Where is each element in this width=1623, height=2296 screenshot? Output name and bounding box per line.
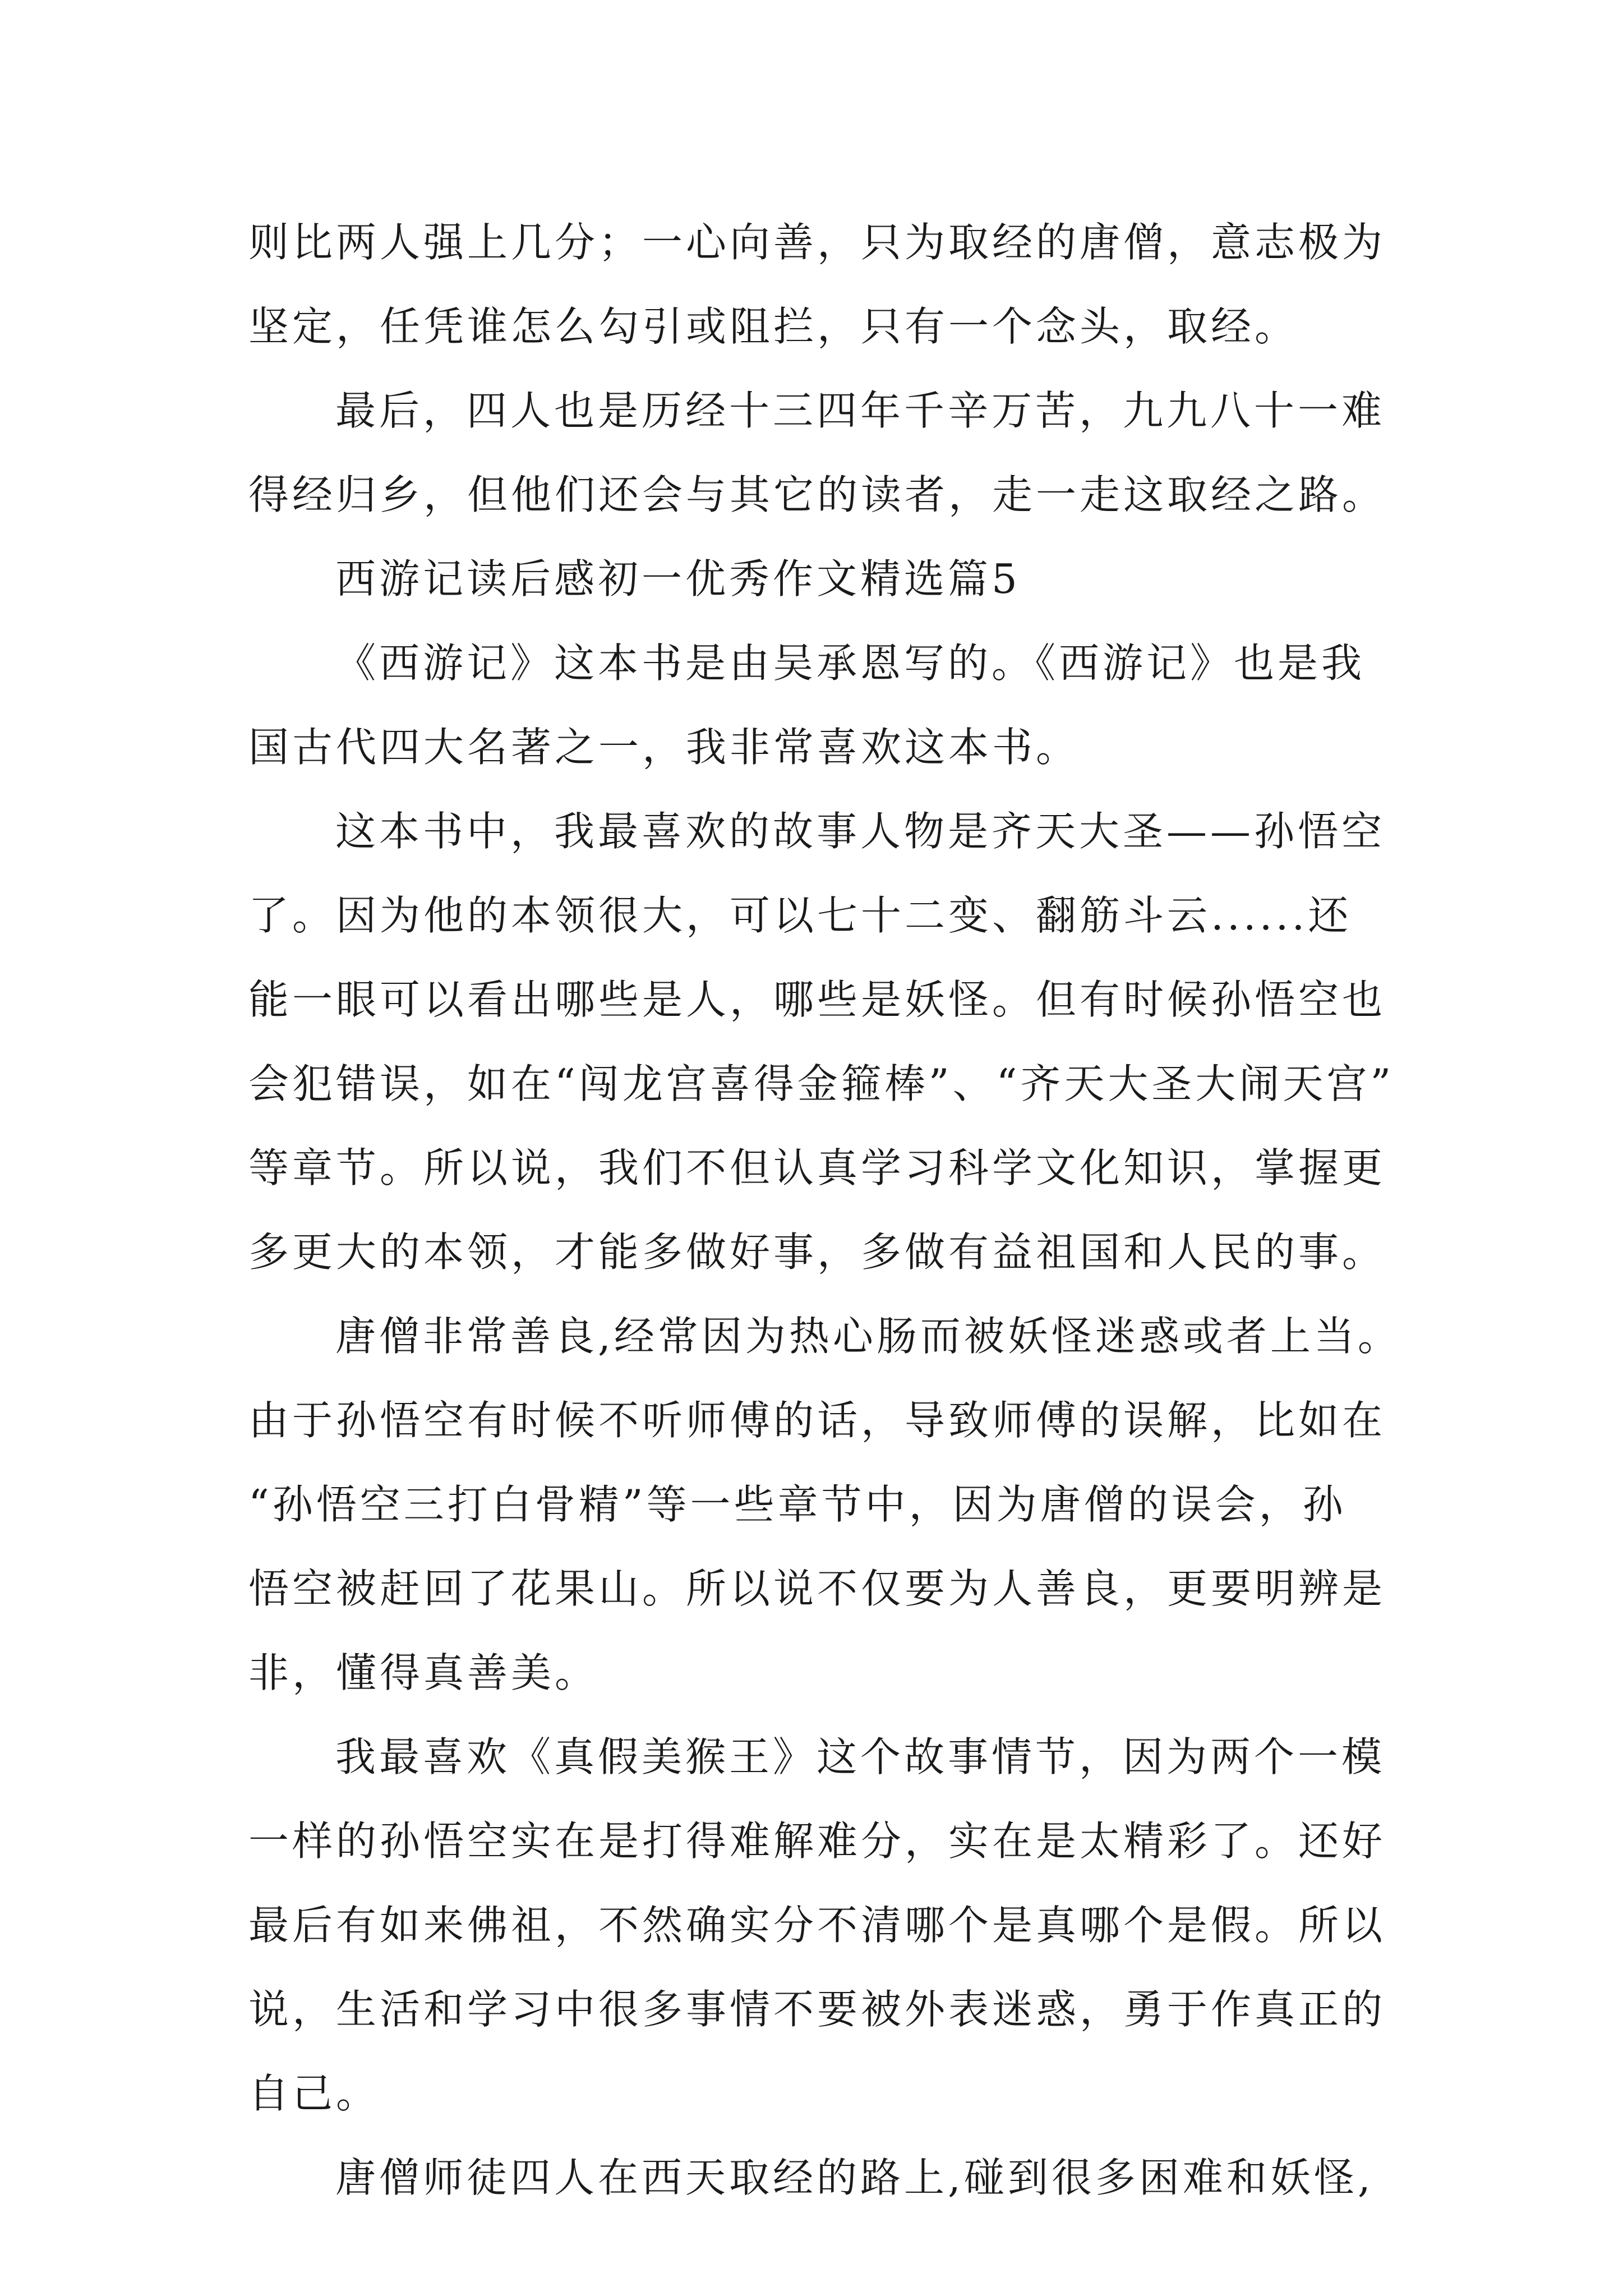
text-line-overflow: 唐僧师徒四人在西天取经的路上,碰到很多困难和妖怪,: [335, 2154, 1374, 2201]
text-line: 说，生活和学习中很多事情不要被外表迷惑，勇于作真正的: [248, 1986, 1386, 2033]
text-line: “孙悟空三打白骨精”等一些章节中，因为唐僧的误会，孙: [248, 1481, 1347, 1528]
text-line: 自己。: [248, 2070, 380, 2117]
text-line: 这本书中，我最喜欢的故事人物是齐天大圣——孙悟空: [335, 808, 1386, 855]
text-line: 了。因为他的本领很大，可以七十二变、翻筋斗云......还: [248, 892, 1352, 939]
text-line: 最后，四人也是历经十三四年千辛万苦，九九八十一难: [335, 387, 1386, 434]
text-line: 多更大的本领，才能多做好事，多做有益祖国和人民的事。: [248, 1228, 1386, 1276]
text-line: 《西游记》这本书是由吴承恩写的。《西游记》也是我: [335, 639, 1366, 687]
text-line: 得经归乡，但他们还会与其它的读者，走一走这取经之路。: [248, 471, 1386, 518]
text-line: 国古代四大名著之一，我非常喜欢这本书。: [248, 724, 1080, 771]
text-line: 则比两人强上几分；一心向善，只为取经的唐僧，意志极为: [248, 219, 1386, 266]
text-line: 最后有如来佛祖，不然确实分不清哪个是真哪个是假。所以: [248, 1902, 1386, 1949]
text-line: 等章节。所以说，我们不但认真学习科学文化知识，掌握更: [248, 1144, 1386, 1191]
text-line: 我最喜欢《真假美猴王》这个故事情节，因为两个一模: [335, 1733, 1386, 1780]
text-line: 会犯错误，如在“闯龙宫喜得金箍棒”、“齐天大圣大闹天宫”: [248, 1060, 1395, 1107]
text-line: 唐僧非常善良,经常因为热心肠而被妖怪迷惑或者上当。: [335, 1313, 1401, 1360]
text-line: 坚定，任凭谁怎么勾引或阻拦，只有一个念头，取经。: [248, 303, 1299, 350]
text-line: 悟空被赶回了花果山。所以说不仅要为人善良，更要明辨是: [248, 1565, 1386, 1612]
text-line: 能一眼可以看出哪些是人，哪些是妖怪。但有时候孙悟空也: [248, 976, 1386, 1023]
text-line: 由于孙悟空有时候不听师傅的话，导致师傅的误解，比如在: [248, 1397, 1386, 1444]
text-line: 一样的孙悟空实在是打得难解难分，实在是太精彩了。还好: [248, 1818, 1386, 1865]
section-heading: 西游记读后感初一优秀作文精选篇5: [335, 555, 1021, 602]
text-line: 非，懂得真善美。: [248, 1649, 599, 1696]
